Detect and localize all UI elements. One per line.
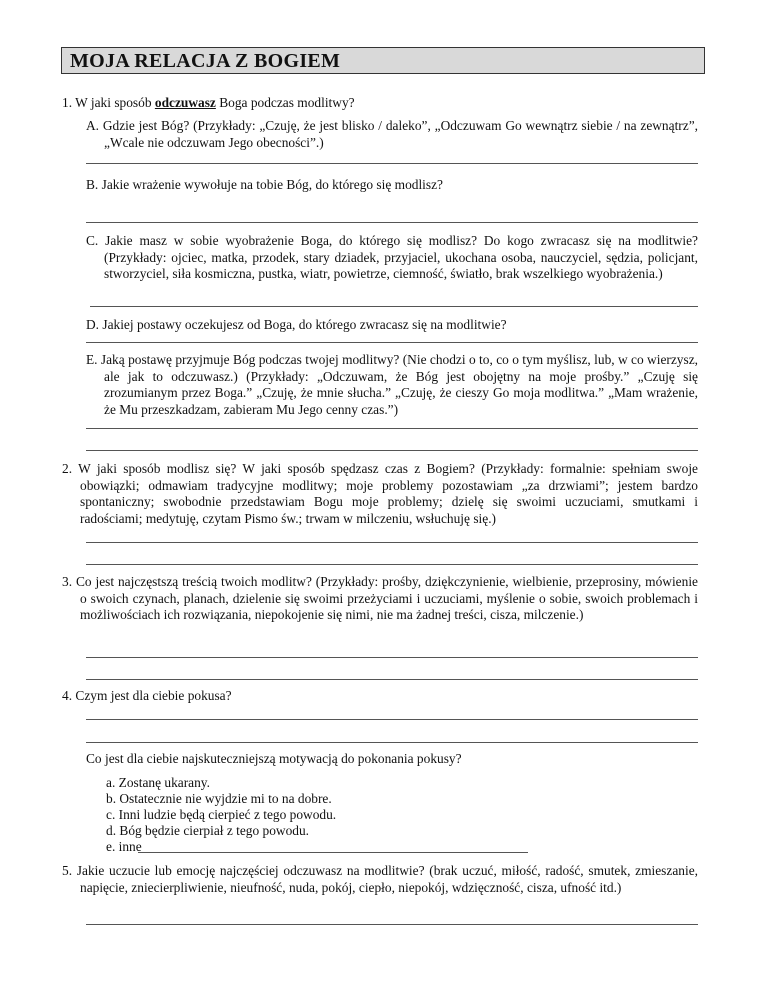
answer-line-3-1[interactable] — [86, 657, 698, 658]
question-1b: B. Jakie wrażenie wywołuje na tobie Bóg, do którego się modlisz? — [86, 177, 443, 192]
answer-line-4-other[interactable] — [138, 852, 528, 853]
answer-line-2-1[interactable] — [86, 542, 698, 543]
question-1d: D. Jakiej postawy oczekujesz od Boga, do którego zwracasz się na modlitwie? — [86, 317, 507, 332]
answer-line-1e-1[interactable] — [86, 428, 698, 429]
option-b: b. Ostatecznie nie wyjdzie mi to na dobre. — [106, 791, 332, 806]
question-1-pre: 1. W jaki sposób — [62, 95, 155, 110]
question-1c: C. Jakie masz w sobie wyobrażenie Boga, do którego się modlisz? Do kogo zwracasz się na modlitwie? (Przykłady: ojciec, matka, przodek, stary dziadek, przyjaciel, ukochana osoba, nauczyciel, sędzia, policjant, stworzyciel, siła kosmiczna, pustka, wiatr, powietrze, ciemność, światło, brak wszelkiego wyobrażenia.) — [86, 233, 698, 281]
question-1a: A. Gdzie jest Bóg? (Przykłady: „Czuję, że jest blisko / daleko”, „Odczuwam Go wewnątrz siebie / na zewnątrz”, „Wcale nie odczuwam Jego obecności”.) — [86, 118, 698, 150]
option-c: c. Inni ludzie będą cierpieć z tego powodu. — [106, 807, 337, 822]
option-a: a. Zostanę ukarany. — [106, 775, 210, 790]
question-1-post: Boga podczas modlitwy? — [215, 95, 355, 110]
question-1e: E. Jaką postawę przyjmuje Bóg podczas twojej modlitwy? (Nie chodzi o to, co o tym myślisz, lub, w co wierzysz, ale jak to odczuwasz.) (Przykłady: „Odczuwam, że Bóg jest obojętny na moje prośby.” „Czuję się zrozumianym przez Boga.” „Czuję, że mnie słucha.” „Czuję, że cieszy Go moja modlitwa.” „Mam wrażenie, że Mu przeszkadzam, zabieram Mu Jego cenny czas.”) — [86, 352, 698, 417]
option-d: d. Bóg będzie cierpiał z tego powodu. — [106, 823, 310, 838]
title-box — [61, 47, 705, 74]
question-2: 2. W jaki sposób modlisz się? W jaki sposób spędzasz czas z Bogiem? (Przykłady: formalnie: spełniam swoje obowiązki; odmawiam tradycyjne modlitwy; moje problemy pozostawiam „za drzwiami”; jestem bardzo spontaniczny; swobodnie przedstawiam Bogu moje problemy; dzielę się swoimi uczuciami, smutkami i radościami; medytuję, czytam Pismo św.; trwam w milczeniu, wsłuchuję się.) — [62, 461, 698, 526]
page-title: MOJA RELACJA Z BOGIEM — [70, 50, 341, 72]
answer-line-1b[interactable] — [86, 222, 698, 223]
question-1 — [62, 95, 702, 112]
question-4: 4. Czym jest dla ciebie pokusa? — [62, 688, 232, 703]
answer-line-5[interactable] — [86, 924, 698, 925]
answer-line-1c[interactable] — [90, 306, 698, 307]
answer-line-1a[interactable] — [86, 163, 698, 164]
answer-line-4-2[interactable] — [86, 742, 698, 743]
answer-line-2-2[interactable] — [86, 564, 698, 565]
answer-line-4-1[interactable] — [86, 719, 698, 720]
answer-line-1d[interactable] — [86, 342, 698, 343]
answer-line-1e-2[interactable] — [86, 450, 698, 451]
question-1-emphasis: odczuwasz — [154, 95, 216, 110]
question-5: 5. Jakie uczucie lub emocję najczęściej odczuwasz na modlitwie? (brak uczuć, miłość, radość, smutek, zmieszanie, napięcie, zniecierpliwienie, nieufność, nuda, pokój, ciepło, niepokój, wdzięczność, cisza, ufność itd.) — [62, 863, 698, 895]
option-e: e. inne — [106, 839, 142, 854]
question-4-sub: Co jest dla ciebie najskuteczniejszą motywacją do pokonania pokusy? — [86, 751, 462, 766]
answer-line-3-2[interactable] — [86, 679, 698, 680]
question-3: 3. Co jest najczęstszą treścią twoich modlitw? (Przykłady: prośby, dziękczynienie, wielbienie, przeprosiny, mówienie o swoich czynach, planach, dzielenie się swoimi przeżyciami i uczuciami, myślenie o sobie, swoich problemach i możliwościach ich rozwiązania, niepokojenie się nimi, nie ma żadnej treści, cisza, milczenie.) — [62, 574, 698, 622]
